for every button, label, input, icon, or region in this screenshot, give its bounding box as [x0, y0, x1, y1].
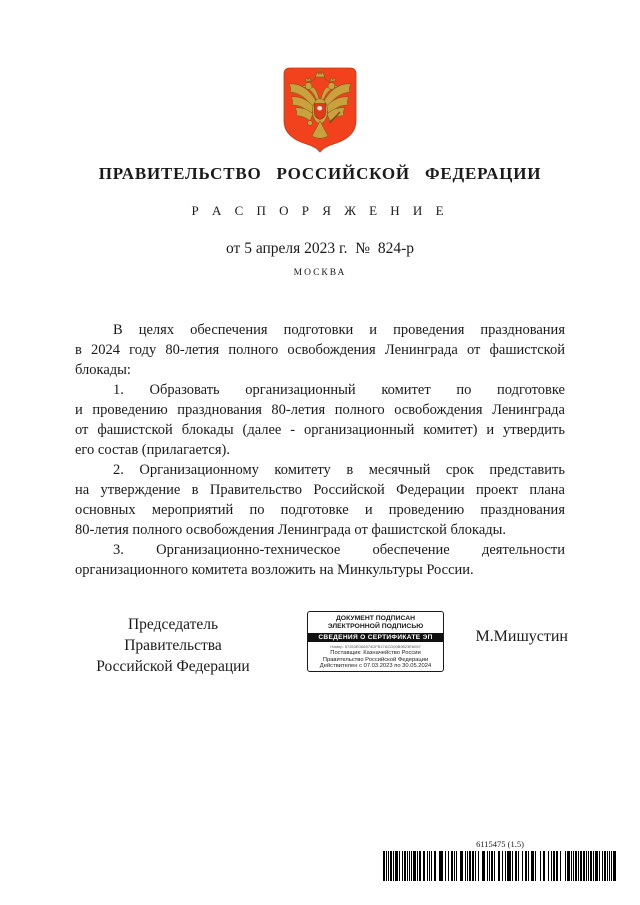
barcode [383, 851, 617, 881]
document-type-label: Р А С П О Р Я Ж Е Н И Е [191, 203, 449, 218]
body-line: в 2024 году 80-летия полного освобождения Ленинграда от фашистской [75, 342, 565, 358]
body-line: В целях обеспечения подготовки и проведения празднования [113, 322, 565, 338]
signatory-title-line1: Председатель Правительства [124, 616, 222, 654]
body-line: основных мероприятий по подготовке и проведению празднования [75, 502, 565, 518]
stamp-owner: Правительство Российской Федерации [322, 656, 429, 663]
body-line: 2. Организационному комитету в месячный срок представить [113, 462, 565, 478]
body-line: от фашистской блокады (далее - организационный комитет) и утвердить [75, 422, 565, 438]
body-line: организационного комитета возложить на Минкультуры России. [75, 562, 474, 578]
date-number-line: от 5 апреля 2023 г. № 824-р [226, 240, 414, 257]
signatory-name: М.Мишустин [475, 628, 568, 645]
stamp-certificate-bar: СВЕДЕНИЯ О СЕРТИФИКАТЕ ЭП [308, 633, 443, 642]
body-line: его состав (прилагается). [75, 442, 230, 458]
e-signature-stamp [307, 611, 444, 672]
body-line: на утверждение в Правительство Российской Федерации проект плана [75, 482, 565, 498]
stamp-validity: Действителен с 07.03.2023 по 30.05.2024 [319, 663, 432, 670]
body-line: и проведению празднования 80-летия полного освобождения Ленинграда [75, 402, 565, 418]
barcode-caption: 6115475 (1.5) [476, 839, 524, 849]
signatory-title-line2: Российской Федерации [96, 658, 250, 675]
body-line: блокады: [75, 362, 131, 378]
government-title: ПРАВИТЕЛЬСТВО РОССИЙСКОЙ ФЕДЕРАЦИИ [98, 164, 542, 183]
coat-of-arms-icon [283, 67, 357, 153]
body-line: 80-летия полного освобождения Ленинграда от фашистской блокады. [75, 522, 507, 538]
stamp-title-line1: ДОКУМЕНТ ПОДПИСАН [335, 615, 416, 622]
stamp-provider: Поставщик: Казначейство России [330, 649, 421, 656]
signatory-title [78, 614, 268, 677]
document-body [75, 320, 565, 580]
body-line: 3. Организационно-техническое обеспечение деятельности [113, 542, 565, 558]
city-label: МОСКВА [293, 268, 347, 278]
stamp-title-line2: ЭЛЕКТРОННОЙ ПОДПИСЬЮ [327, 623, 424, 631]
body-line: 1. Образовать организационный комитет по подготовке [113, 382, 565, 398]
stamp-certificate-number: Номер: 57253E0A6974DFB17ACD00B9823E6057 [330, 644, 421, 650]
